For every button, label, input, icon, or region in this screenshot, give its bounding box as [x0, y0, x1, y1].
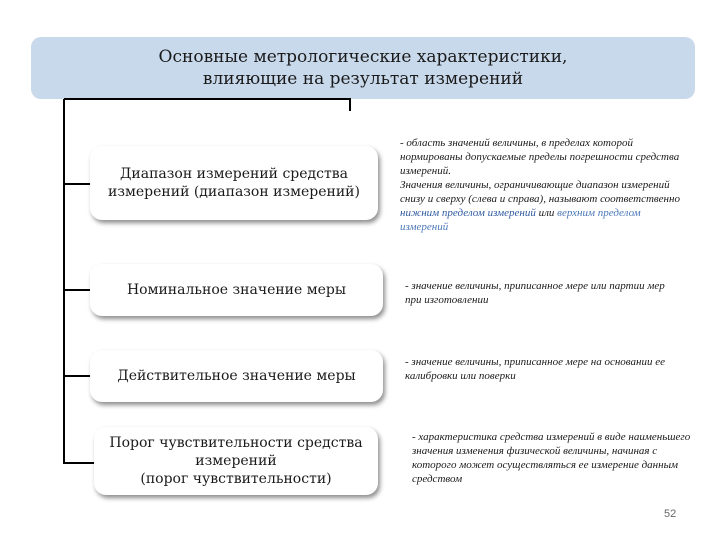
term-box-nominal-value	[90, 264, 383, 316]
connector-branch-4	[64, 462, 94, 464]
definition-actual-value	[405, 355, 670, 383]
term-label: измерений	[195, 453, 277, 469]
definition-measurement-range	[400, 136, 690, 234]
connector-top-drop	[349, 99, 351, 111]
page-number: 52	[664, 508, 677, 520]
connector-branch-2	[64, 289, 90, 291]
title-line-2: влияющие на результат измерений	[202, 69, 524, 89]
term-label: Действительное значение меры	[117, 368, 356, 384]
term-lower-limit: нижним пределом измерений	[400, 207, 536, 219]
term-box-sensitivity-threshold	[94, 427, 378, 495]
term-label: Порог чувствительности средства	[109, 435, 363, 451]
definition-text: - область значений величины, в пределах которой нормированы допускаемые пределы погрешности средства измерений.	[400, 137, 680, 177]
term-label: Номинальное значение меры	[126, 282, 347, 298]
term-label: Диапазон измерений средства	[120, 166, 348, 182]
term-box-measurement-range	[90, 146, 378, 220]
term-label: (порог чувствительности)	[140, 471, 332, 487]
definition-nominal-value	[405, 279, 675, 307]
connector-branch-3	[64, 375, 90, 377]
connector-trunk	[63, 99, 65, 464]
definition-text: - значение величины, приписанное мере или партии мер при изготовлении	[405, 280, 665, 306]
definition-text: - характеристика средства измерений в виде наименьшего значения изменения физической величины, начиная с которого может осуществляться ее измерение данным средством	[412, 431, 691, 485]
connector-branch-1	[64, 183, 90, 185]
title-line-1: Основные метрологические характеристики,	[158, 47, 568, 67]
term-label: измерений (диапазон измерений)	[108, 184, 360, 200]
definition-sensitivity-threshold	[412, 430, 697, 486]
definition-text: Значения величины, ограничивающие диапазон измерений снизу и сверху (слева и справа), называют соответственно	[400, 179, 680, 205]
term-box-actual-value	[90, 350, 383, 402]
definition-text: или	[535, 207, 558, 219]
term-upper-limit: верхним пределом измерений	[400, 207, 641, 233]
connector-top-horizontal	[64, 98, 351, 100]
slide-title	[31, 37, 695, 99]
definition-text: - значение величины, приписанное мере на основании ее калибровки или поверки	[405, 356, 665, 382]
